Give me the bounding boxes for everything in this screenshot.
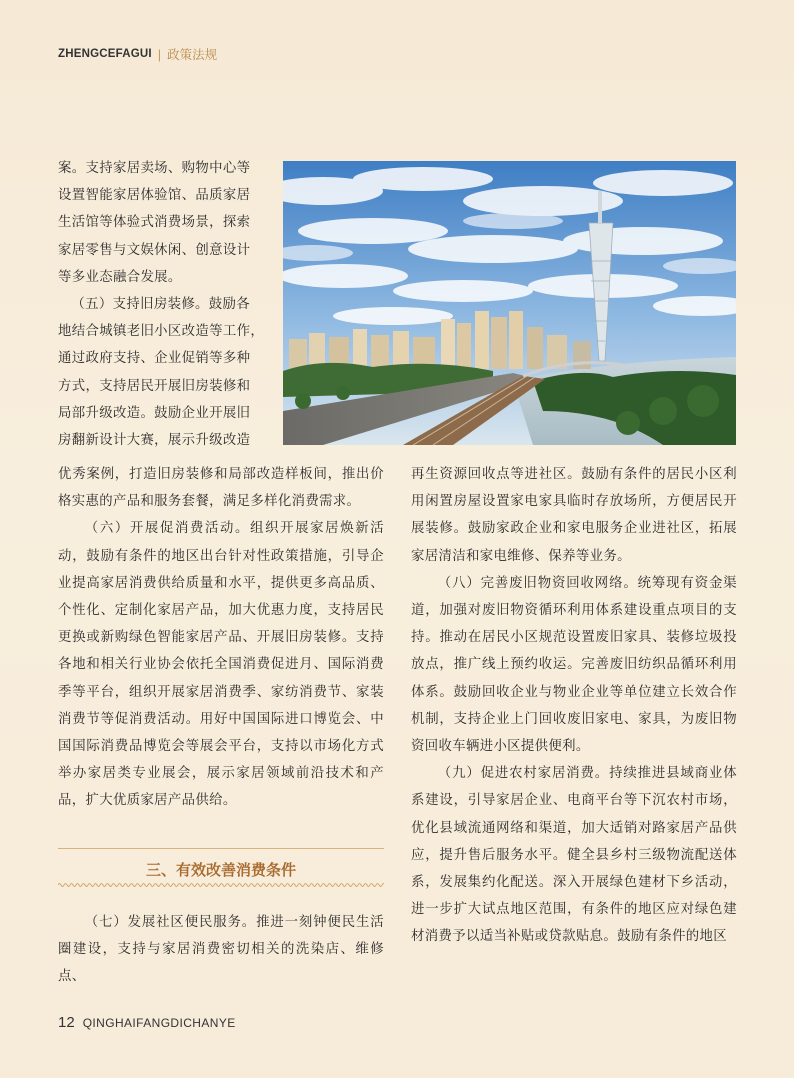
text-line: 局部升级改造。鼓励企业开展旧: [58, 405, 251, 421]
section-heading: 三、有效改善消费条件: [145, 860, 296, 879]
text-line: （五）支持旧房装修。鼓励各: [71, 297, 251, 313]
header-section-pinyin: ZHENGCEFAGUI: [58, 48, 152, 60]
paragraph: 优秀案例，打造旧房装修和局部改造样板间，推出价格实惠的产品和服务套餐，满足多样化消费需求。: [58, 467, 384, 510]
city-skyline-photo: [283, 161, 736, 445]
right-text-column: [411, 461, 737, 951]
paragraph: （六）开展促消费活动。组织开展家居焕新活动，鼓励有条件的地区出台针对性政策措施，引导企业提高家居消费供给质量和水平，提供更多高品质、个性化、定制化家居产品，加大优惠力度，支持居民更换或新购绿色智能家居产品、开展旧房装修。支持各地和相关行业协会依托全国消费促进月、国际消费季等平台，组织开展家居消费季、家纺消费节、家装消费节等促消费活动。用好中国国际进口博览会、中国国际消费品博览会等展会平台，支持以市场化方式举办家居类专业展会，展示家居领域前沿技术和产品，扩大优质家居产品供给。: [58, 521, 384, 809]
left-bottom-text: [58, 909, 384, 991]
text-line: 房翻新设计大赛，展示升级改造: [58, 433, 251, 449]
page-footer: [58, 1014, 236, 1031]
text-line: 设置智能家居体验馆、品质家居: [58, 188, 251, 204]
text-line: 方式，支持居民开展旧房装修和: [58, 378, 251, 394]
header-separator: |: [157, 46, 162, 62]
text-line: 案。支持家居卖场、购物中心等: [58, 161, 251, 176]
section-wave-rule: [58, 882, 384, 888]
paragraph: （八）完善废旧物资回收网络。统筹现有资金渠道，加强对废旧物资循环利用体系建设重点项目的支持。推动在居民小区规范设置废旧家具、装修垃圾投放点，推广线上预约收运。完善废旧纺织品循环利用体系。鼓励回收企业与物业企业等单位建立长效合作机制，支持企业上门回收废旧家电、家具，为废旧物资回收车辆进小区提供便利。: [411, 575, 737, 755]
text-line: 等多业态融合发展。: [58, 269, 182, 285]
paragraph: 再生资源回收点等进社区。鼓励有条件的居民小区利用闲置房屋设置家电家具临时存放场所，方便居民开展装修。鼓励家政企业和家电服务企业进社区，拓展家居清洁和家电维修、保养等业务。: [411, 467, 737, 564]
page-number: 12: [58, 1014, 75, 1031]
header-section-title: 政策法规: [167, 47, 218, 62]
canton-tower-illustration: [283, 161, 736, 445]
magazine-name: QINGHAIFANGDICHANYE: [82, 1016, 236, 1030]
top-left-text-column: [58, 155, 268, 454]
left-text-column: [58, 461, 384, 815]
running-header: [58, 44, 217, 64]
text-line: 家居零售与文娱休闲、创意设计: [58, 242, 251, 258]
paragraph: （九）促进农村家居消费。持续推进县域商业体系建设，引导家居企业、电商平台等下沉农村市场，优化县域流通网络和渠道，加大适销对路家居产品供应，提升售后服务水平。健全县乡村三级物流配送体系，发展集约化配送。深入开展绿色建材下乡活动，进一步扩大试点地区范围，有条件的地区应对绿色建材消费予以适当补贴或贷款贴息。鼓励有条件的地区: [411, 766, 737, 945]
text-line: 通过政府支持、企业促销等多种: [58, 351, 251, 367]
paragraph-7: （七）发展社区便民服务。推进一刻钟便民生活圈建设，支持与家居消费密切相关的洗染店、维修点、: [58, 915, 384, 985]
text-line: 地结合城镇老旧小区改造等工作，: [58, 324, 265, 340]
text-line: 生活馆等体验式消费场景，探索: [58, 215, 251, 231]
